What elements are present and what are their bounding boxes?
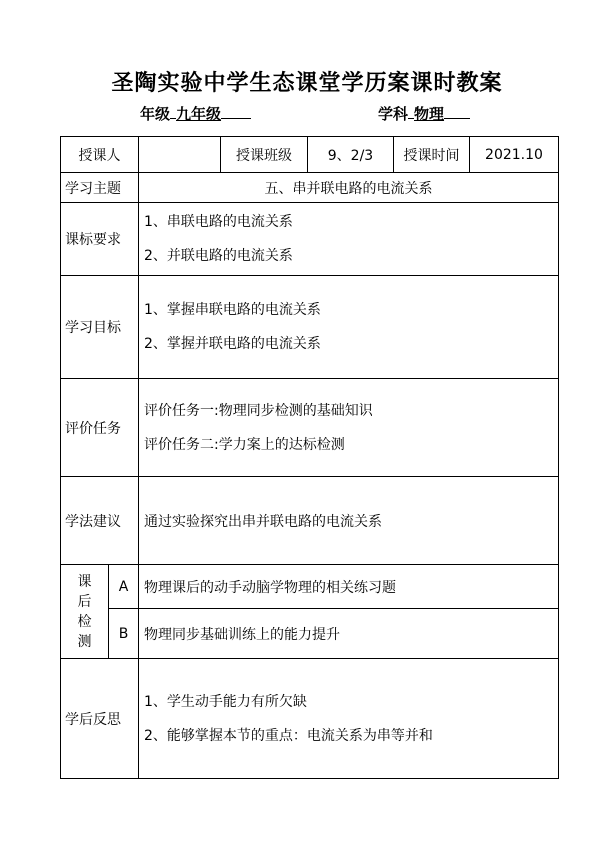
topic-value: 五、串并联电路的电流关系 — [139, 173, 559, 203]
curriculum-item: 1、串联电路的电流关系 — [144, 214, 293, 230]
method-row — [61, 477, 559, 565]
teacher-label: 授课人 — [61, 137, 139, 173]
teacher-value — [139, 137, 221, 173]
after-class-label-char: 检 — [77, 613, 92, 630]
after-class-text: 物理课后的动手动脑学物理的相关练习题 — [139, 565, 559, 609]
after-class-row-b — [61, 609, 559, 659]
curriculum-item: 2、并联电路的电流关系 — [144, 248, 293, 264]
after-class-label-char: 后 — [77, 593, 92, 610]
method-label: 学法建议 — [61, 477, 139, 565]
objective-item: 1、掌握串联电路的电流关系 — [144, 302, 321, 318]
grade-label: 年级 — [140, 105, 171, 123]
subject-label: 学科 — [378, 105, 409, 123]
assessment-row — [61, 379, 559, 477]
class-label: 授课班级 — [221, 137, 308, 173]
info-row — [61, 137, 559, 173]
page-title: 圣陶实验中学生态课堂学历案课时教案 — [111, 70, 503, 96]
assessment-label: 评价任务 — [61, 379, 139, 477]
lesson-plan-table — [60, 136, 559, 779]
time-value: 2021.10 — [470, 137, 559, 173]
objectives-row — [61, 276, 559, 379]
objective-item: 2、掌握并联电路的电流关系 — [144, 336, 321, 352]
curriculum-label: 课标要求 — [61, 203, 139, 276]
after-class-label-char: 测 — [77, 633, 92, 650]
after-class-text: 物理同步基础训练上的能力提升 — [139, 609, 559, 659]
objectives-content — [139, 276, 559, 379]
subject-value: 物理 — [414, 105, 445, 123]
grade-value: 九年级 — [176, 105, 222, 123]
grade-field — [140, 103, 251, 124]
class-value: 9、2/3 — [308, 137, 394, 173]
reflection-row — [61, 659, 559, 779]
assessment-content — [139, 379, 559, 477]
curriculum-row — [61, 203, 559, 276]
after-class-row-a — [61, 565, 559, 609]
reflection-item: 2、能够掌握本节的重点：电流关系为串等并和 — [144, 727, 433, 744]
assessment-item: 评价任务一:物理同步检测的基础知识 — [144, 402, 373, 419]
subject-field — [378, 103, 470, 124]
assessment-item: 评价任务二:学力案上的达标检测 — [144, 436, 345, 453]
time-label: 授课时间 — [394, 137, 470, 173]
objectives-label: 学习目标 — [61, 276, 139, 379]
after-class-label-char: 课 — [77, 573, 92, 590]
topic-label: 学习主题 — [61, 173, 139, 203]
curriculum-content — [139, 203, 559, 276]
reflection-content — [139, 659, 559, 779]
topic-row — [61, 173, 559, 203]
reflection-label: 学后反思 — [61, 659, 139, 779]
after-class-key: A — [109, 565, 139, 609]
after-class-key: B — [109, 609, 139, 659]
reflection-item: 1、学生动手能力有所欠缺 — [144, 693, 307, 710]
after-class-label — [61, 565, 109, 659]
method-value: 通过实验探究出串并联电路的电流关系 — [139, 477, 559, 565]
